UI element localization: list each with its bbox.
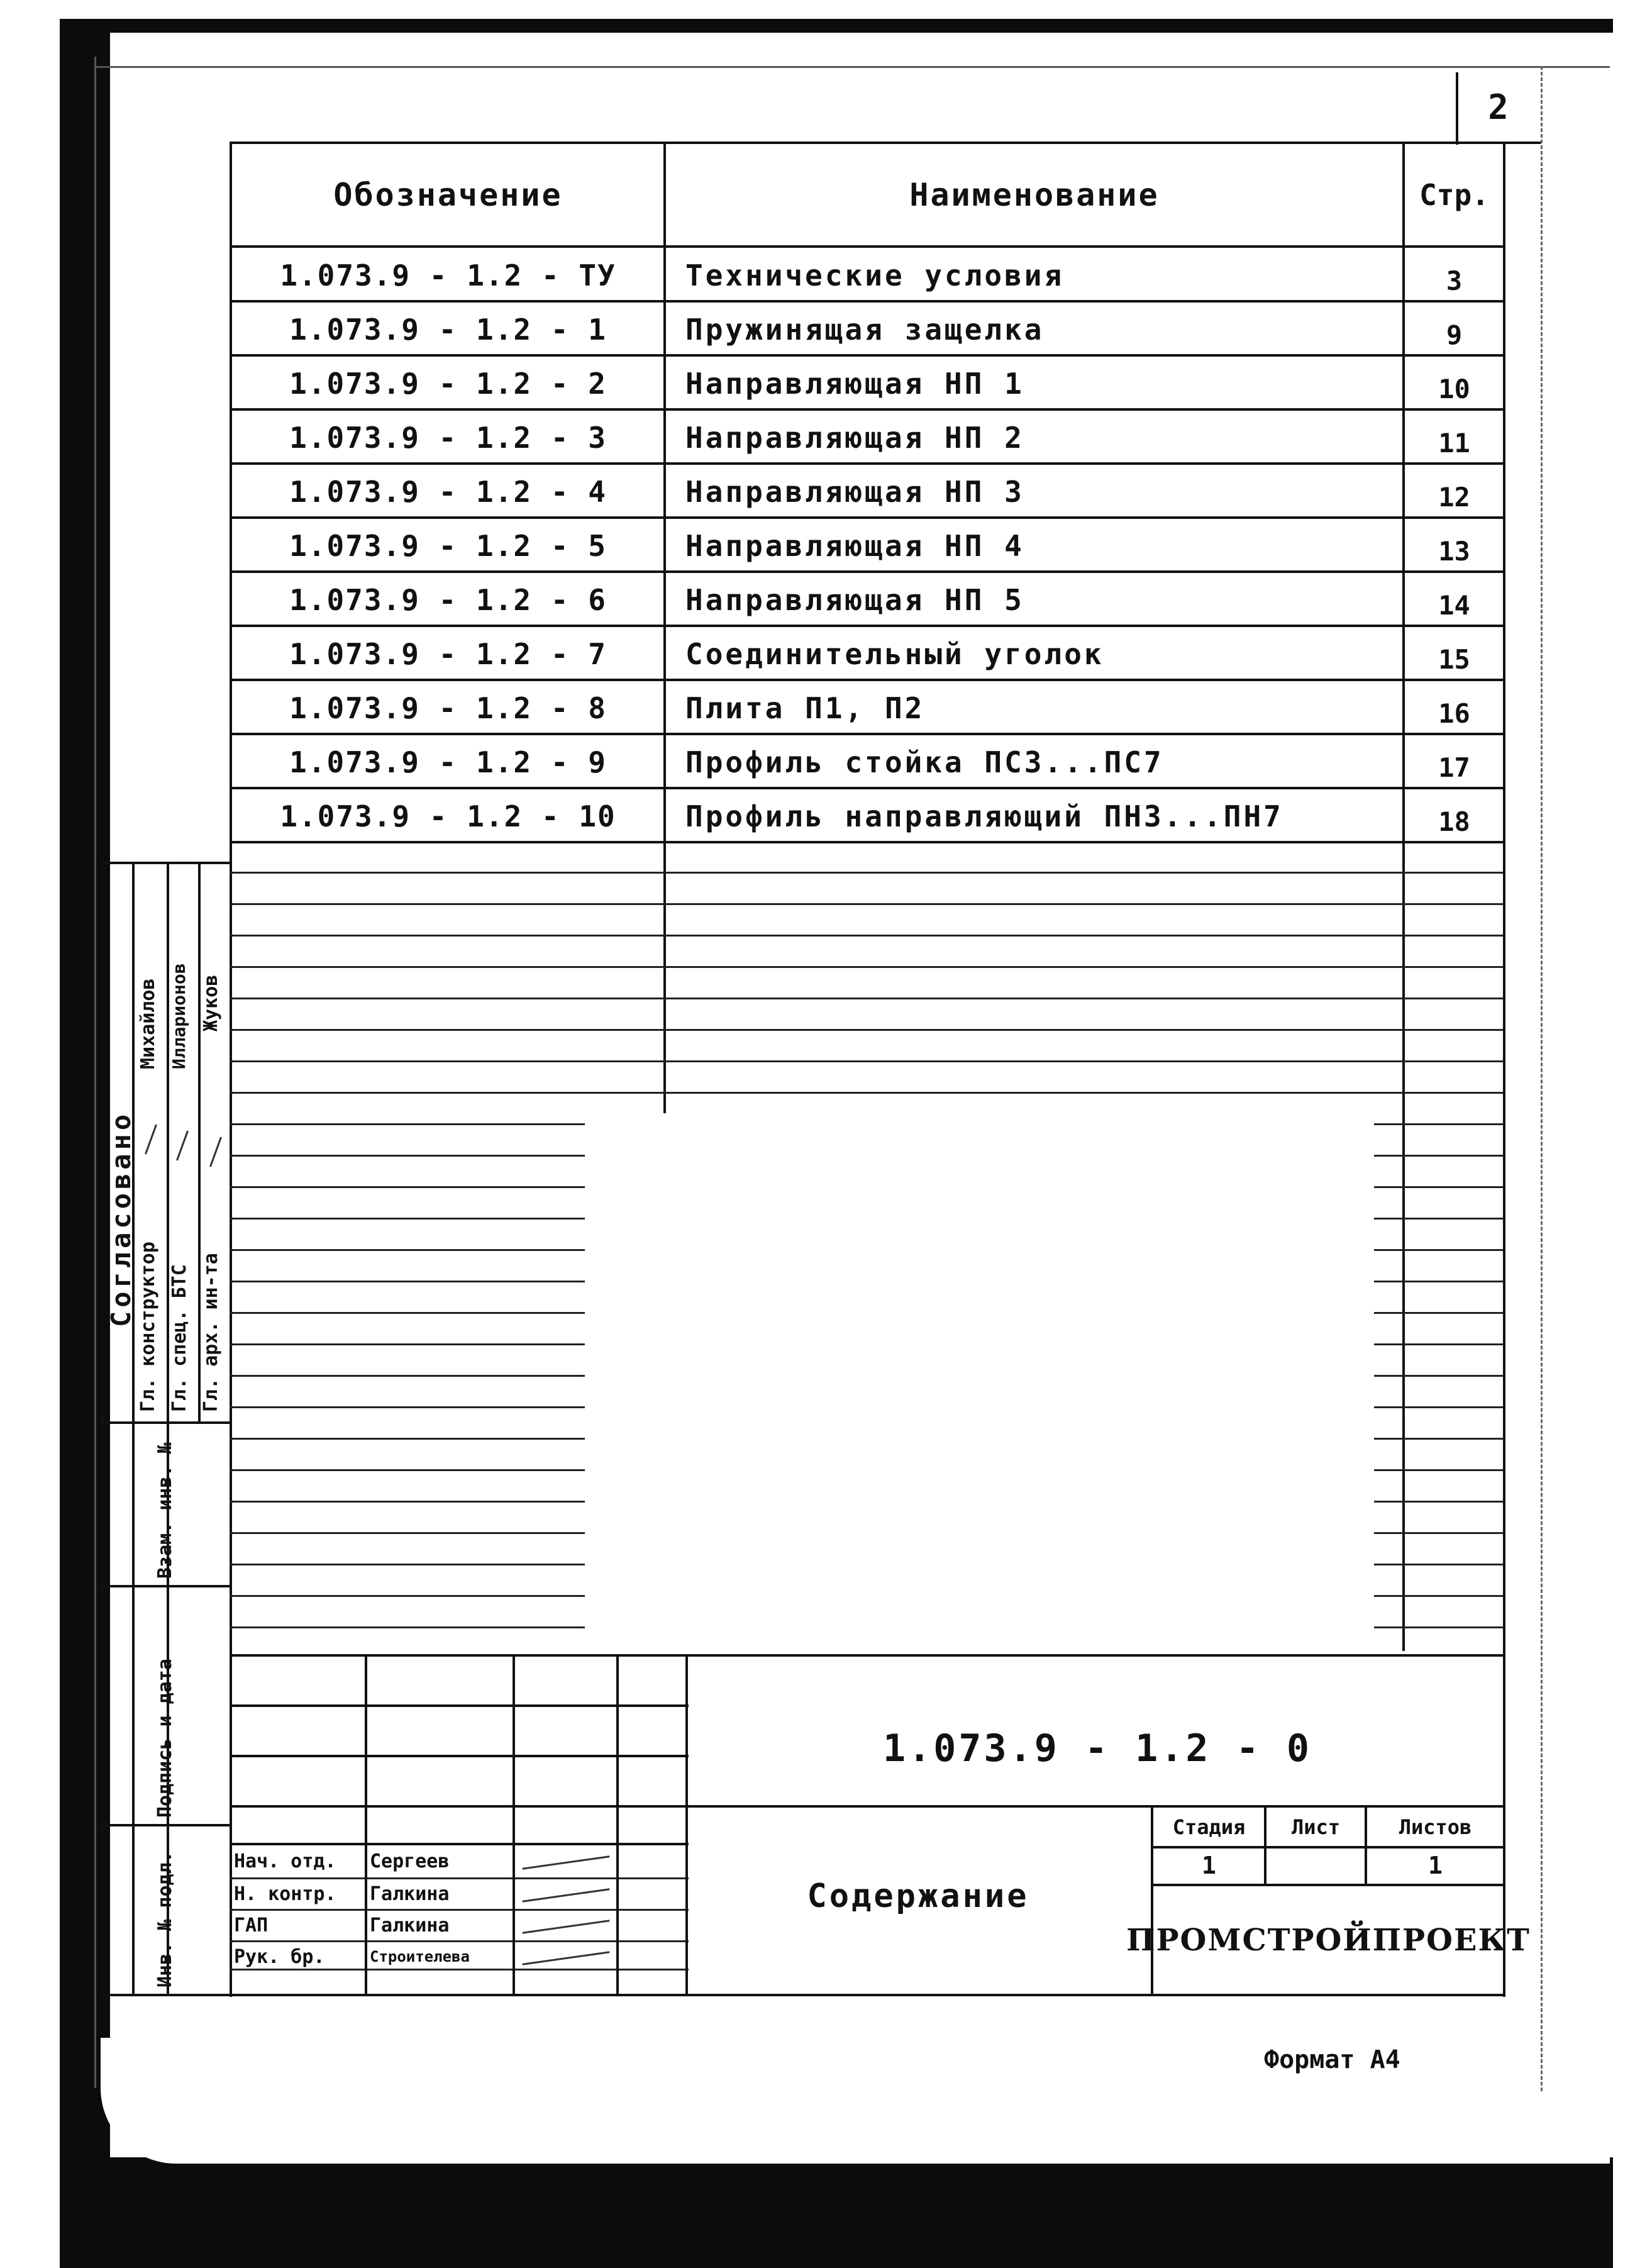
row-name: Направляющая НП 3 [685, 475, 1024, 509]
main-frame-left [230, 142, 232, 1997]
staff-signature [522, 1888, 609, 1902]
row-designation: 1.073.9 - 1.2 - 4 [289, 475, 607, 509]
empty-row-line [230, 903, 1503, 905]
row-designation: 1.073.9 - 1.2 - 10 [280, 799, 616, 833]
row-designation: 1.073.9 - 1.2 - ТУ [280, 258, 616, 292]
row-designation: 1.073.9 - 1.2 - 6 [289, 583, 607, 617]
row-divider [230, 841, 1503, 843]
staff-role: Н. контр. [234, 1882, 336, 1905]
approval-name-2: Илларионов [169, 963, 189, 1069]
col-sep-1 [663, 142, 666, 1132]
row-designation: 1.073.9 - 1.2 - 5 [289, 529, 607, 563]
row-name: Направляющая НП 5 [685, 583, 1024, 617]
main-frame-right [1503, 142, 1505, 1997]
row-name: Технические условия [685, 258, 1065, 292]
stage-label: Стадия [1172, 1815, 1246, 1839]
main-frame-bottom [230, 1994, 1503, 1996]
row-page: 3 [1446, 265, 1463, 296]
staff-signature [522, 1951, 609, 1965]
staff-role: Рук. бр. [234, 1945, 325, 1968]
approval-role-3: Гл. арх. ин-та [200, 1253, 222, 1412]
empty-row-line [230, 935, 1503, 937]
staff-name: Галкина [370, 1914, 450, 1937]
header-designation: Обозначение [333, 177, 563, 213]
frame-left [94, 57, 96, 2088]
row-page: 12 [1438, 481, 1470, 513]
empty-row-line [230, 966, 1503, 968]
row-name: Пружинящая защелка [685, 313, 1045, 347]
staff-name: Сергеев [370, 1850, 450, 1872]
approval-name-1: Михайлов [137, 978, 159, 1069]
staff-role: ГАП [234, 1914, 269, 1937]
approval-name-3: Жуков [200, 974, 222, 1031]
row-designation: 1.073.9 - 1.2 - 9 [289, 745, 607, 779]
row-name: Направляющая НП 2 [685, 421, 1024, 455]
empty-row-line [230, 872, 1503, 874]
row-page: 13 [1438, 535, 1470, 567]
sheets-value: 1 [1428, 1852, 1443, 1879]
row-designation: 1.073.9 - 1.2 - 8 [289, 691, 607, 725]
frame-top [94, 66, 1610, 68]
row-designation: 1.073.9 - 1.2 - 3 [289, 421, 607, 455]
staff-name: Строителева [370, 1948, 470, 1965]
staff-signature [522, 1920, 609, 1933]
row-page: 16 [1438, 698, 1470, 729]
row-page: 14 [1438, 589, 1470, 621]
stage-value: 1 [1202, 1852, 1216, 1879]
approval-role-2: Гл. спец. БТС [169, 1264, 191, 1412]
approval-signature-1 [145, 1124, 157, 1154]
empty-row-line [230, 1029, 1503, 1031]
scan-border-top [60, 19, 1613, 33]
empty-row-line [230, 1060, 1503, 1062]
row-name: Плита П1, П2 [685, 691, 925, 725]
header-name: Наименование [909, 177, 1160, 213]
staff-name: Галкина [370, 1882, 450, 1905]
row-page: 18 [1438, 806, 1470, 837]
field-original-inv: Инв. № подл. [154, 1851, 176, 1987]
main-frame-top [230, 142, 1456, 144]
organization-name: ПРОМСТРОЙПРОЕКТ [1126, 1923, 1531, 1958]
empty-row-line [230, 998, 1503, 999]
staff-signature [522, 1855, 609, 1869]
document-title: Содержание [807, 1877, 1029, 1915]
approval-role-1: Гл. конструктор [137, 1242, 159, 1412]
row-page: 10 [1438, 373, 1470, 404]
row-page: 15 [1438, 643, 1470, 675]
sheets-label: Листов [1399, 1815, 1472, 1839]
row-name: Соединительный уголок [685, 637, 1104, 671]
row-page: 17 [1438, 752, 1470, 783]
row-name: Направляющая НП 4 [685, 529, 1024, 563]
field-replacement-inv: Взам. инв. № [154, 1442, 176, 1579]
approval-signature-2 [176, 1130, 189, 1160]
document-code: 1.073.9 - 1.2 - 0 [882, 1726, 1312, 1770]
row-designation: 1.073.9 - 1.2 - 2 [289, 367, 607, 401]
row-designation: 1.073.9 - 1.2 - 1 [289, 313, 607, 347]
field-signature-date: Подпись и дата [154, 1659, 176, 1818]
row-name: Направляющая НП 1 [685, 367, 1024, 401]
approval-title: Согласовано [106, 1110, 136, 1327]
row-name: Профиль направляющий ПН3...ПН7 [685, 799, 1283, 833]
staff-role: Нач. отд. [234, 1850, 336, 1872]
row-designation: 1.073.9 - 1.2 - 7 [289, 637, 607, 671]
scan-border-bottom [60, 2157, 1613, 2268]
approval-signature-3 [209, 1137, 222, 1167]
frame-right [1541, 66, 1543, 2091]
row-page: 9 [1446, 319, 1463, 350]
faded-area [585, 1113, 1374, 1667]
header-page: Стр. [1419, 178, 1489, 212]
empty-row-line [230, 1092, 1503, 1094]
format-label: Формат А4 [1264, 2045, 1400, 2074]
page-number: 2 [1488, 87, 1509, 127]
sheet-label: Лист [1291, 1815, 1341, 1839]
row-name: Профиль стойка ПС3...ПС7 [685, 745, 1164, 779]
row-page: 11 [1438, 427, 1470, 459]
